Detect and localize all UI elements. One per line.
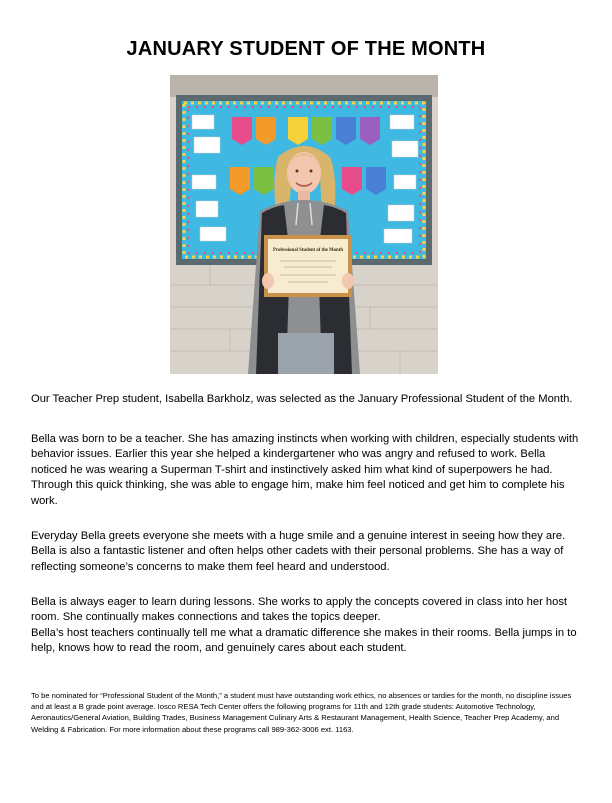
nomination-footnote: To be nominated for “Professional Student of the Month,” a student must have outstanding work ethics, no absences or tardies for the month, no discipline issues and at least a B grade point average. Iosco RESA Tech Center offers the following programs for 11th and 12th grade students: Automotive Technology, Aeronautics/General Aviation, Building Trades, Business Management Culinary Arts & Restaurant Management, Health Science, Teacher Prep Academy, and Welding & Fabrication. For more information about these programs call 989-362-3006 ext. 1163. — [31, 691, 572, 734]
certificate-heading: Professional Student of the Month — [272, 248, 344, 253]
article-paragraph-4a: Bella is always eager to learn during lessons. She works to apply the concepts covered in class into her host room. She continually makes connections and takes the topics deeper. — [31, 596, 568, 624]
student-photo — [170, 75, 438, 374]
page-title: JANUARY STUDENT OF THE MONTH — [126, 38, 486, 60]
article-paragraph-4 — [31, 595, 581, 657]
article-paragraph-1: Our Teacher Prep student, Isabella Barkholz, was selected as the January Professional Student of the Month. — [31, 393, 573, 405]
article-paragraph-2: Bella was born to be a teacher. She has amazing instincts when working with children, especially students with behavior issues. Earlier this year she helped a kindergartener who was angry and refused to work. Bella noticed he was wearing a Superman T-shirt and instinctively asked him what kind of superpowers he had. Through this quick thinking, she was able to engage him, make him feel noticed and get him to complete his work. — [31, 433, 579, 507]
face — [287, 152, 321, 194]
jeans — [278, 333, 334, 374]
article-paragraph-3: Everyday Bella greets everyone she meets with a huge smile and a genuine interest in seeing how they are. Bella is also a fantastic listener and often helps other cadets with their personal problems. She has a way of reflecting someone’s concerns to make them feel heard and understood. — [31, 530, 566, 573]
article-paragraph-4b: Bella’s host teachers continually tell me what a dramatic difference she makes in their rooms. Bella jumps in to help, knows how to read the room, and genuinely cares about each student. — [31, 626, 577, 655]
